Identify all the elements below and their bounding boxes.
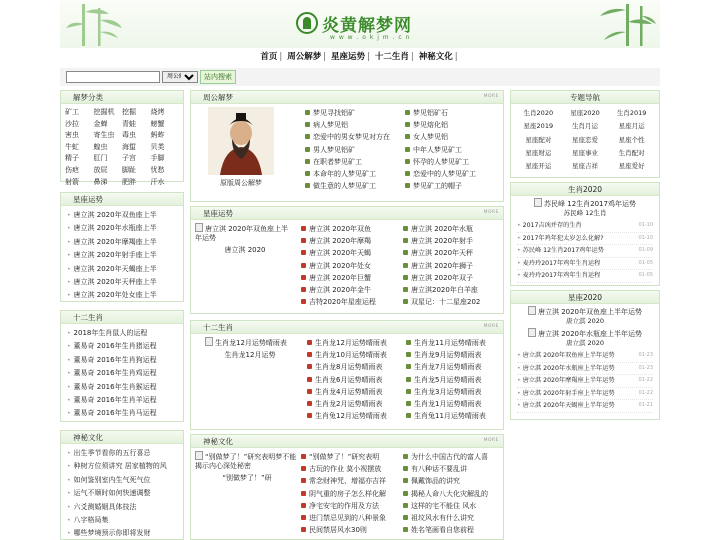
dream-category-link[interactable]: 挖掘 (122, 108, 136, 116)
right-zodiac2020-caption[interactable]: 苏民峰 12生肖 (563, 209, 607, 217)
list-item-title[interactable]: • 2017吉凶并存的生肖 (517, 220, 582, 232)
list-item-title[interactable]: • 麦玲玲2017年鸡年生肖运程 (517, 270, 600, 282)
dream-category-link[interactable]: 蝗虫 (93, 142, 108, 151)
list-item[interactable]: 女人梦见铝 (405, 131, 501, 143)
dream-category-link[interactable]: 挖掘机 (93, 108, 115, 116)
nav-mystic[interactable]: 神秘文化 (418, 52, 453, 62)
more-link[interactable]: MORE (483, 324, 499, 329)
dream-category-link[interactable]: 烧烤 (150, 108, 165, 116)
list-item-date: 01-10 (638, 222, 653, 228)
list-item[interactable]: 生肖龙11月运势晴雨表 (406, 337, 501, 349)
list-item[interactable]: 生肖龙9月运势晴雨表 (406, 349, 501, 361)
list-item[interactable]: 做生意的人梦见矿工 (305, 180, 401, 192)
dream-category-link[interactable]: 螃蟹 (150, 119, 165, 128)
list-item[interactable]: 姓名笔画看自您前程 (403, 524, 501, 536)
zhougong-portrait-icon (208, 107, 274, 175)
topic-link[interactable]: 生肖月运 (571, 122, 598, 131)
zhougong-header: 周公解梦 MORE (191, 91, 503, 104)
list-item-date: 01-09 (638, 247, 653, 253)
topics-box (510, 90, 660, 178)
list-item[interactable]: 生肖龙8月运势晴雨表 (307, 361, 402, 373)
list-item[interactable]: 梦见矿工的帽子 (405, 180, 501, 192)
list-item[interactable]: 梦见铝矿石 (405, 107, 501, 119)
dream-category-link[interactable]: 伤疤 (65, 165, 79, 174)
list-item[interactable]: 生肖龙12月运势晴雨表 (307, 337, 402, 349)
topic-link[interactable]: 生肖配对 (618, 148, 645, 157)
right-zodiac2020-image[interactable]: 苏民峰 12生肖2017鸡年运势 (515, 198, 655, 209)
list-item[interactable]: 古玩的作业 莫小视摆放 (301, 463, 399, 475)
list-item[interactable]: 梦见寻找铝矿 (305, 107, 401, 119)
list-item[interactable]: • 董易奇 2016年生肖猪运程 (67, 340, 177, 353)
nav-horoscope[interactable]: 星座运势 (331, 52, 366, 62)
dream-category-header: 解梦分类 (61, 91, 183, 104)
list-item[interactable]: • 唐立淇 2020年射手座上半 (67, 249, 177, 262)
list-item-title[interactable]: • 唐立淇 2020年天蝎座上半年运势 (517, 400, 615, 412)
list-item[interactable]: 男人梦见铝矿 (305, 144, 401, 156)
logo-domain: w w w . o k j m . c n (330, 34, 411, 41)
list-item[interactable]: • 运气不顺时如何快速调整 (67, 487, 177, 500)
dream-category-link[interactable]: 毒虫 (122, 131, 136, 140)
search-button[interactable]: 站内搜索 (200, 70, 236, 84)
nav-zhougong[interactable]: 周公解梦 (287, 52, 322, 62)
list-item[interactable] (517, 233, 653, 246)
list-item[interactable]: 净宅安宅的作用及方法 (301, 500, 399, 512)
dream-category-link[interactable]: 贝类 (150, 142, 165, 151)
list-item[interactable]: 生肖兔12月运势晴雨表 (307, 410, 402, 422)
topic-link[interactable]: 星座财运 (525, 148, 552, 157)
list-item[interactable]: • 出生季节看你的五行喜忌 (67, 447, 177, 460)
dream-category-link[interactable]: 寄生虫 (93, 131, 115, 140)
mid-mystic-thumb[interactable] (195, 451, 299, 483)
list-item[interactable]: 祖坟风水有什么讲究 (403, 512, 501, 524)
mid-zodiac-header: 十二生肖 MORE (191, 321, 503, 334)
list-item-title[interactable]: • 唐立淇 2020年水瓶座上半年运势 (517, 363, 615, 375)
topics-header: 专题导航 (511, 91, 659, 104)
search-input[interactable] (66, 71, 160, 83)
dream-category-box (60, 90, 184, 186)
dream-category-link[interactable]: 手脚 (150, 154, 165, 163)
mid-zodiac-list (307, 337, 501, 422)
list-item[interactable]: 唐立淇 2020年双鱼 (301, 223, 399, 235)
topic-link[interactable]: 生肖2019 (616, 109, 647, 117)
right-horoscope2020-image2[interactable]: 唐立淇 2020年水瓶座上半年运势 (515, 328, 655, 339)
left-horoscope-list (61, 206, 183, 306)
list-item[interactable]: 生肖龙3月运势晴雨表 (406, 386, 501, 398)
topic-link[interactable]: 生肖2020 (523, 109, 554, 117)
logo-mark-icon (296, 12, 318, 34)
list-item[interactable]: • 2018年生肖鼠人的运程 (67, 327, 177, 340)
mid-horoscope-header: 星座运势 MORE (191, 207, 503, 220)
topic-link[interactable]: 星座事业 (571, 148, 598, 157)
list-item[interactable]: 阴气重的房子怎么样化解 (301, 488, 399, 500)
dream-category-link[interactable]: 金蝉 (93, 119, 108, 128)
list-item[interactable]: 病人梦见铝 (305, 119, 401, 131)
list-item[interactable]: 唐立淇 2020年处女 (301, 260, 399, 272)
dream-category-link[interactable]: 子宫 (122, 154, 136, 163)
dream-category-link[interactable]: 脚趾 (122, 165, 136, 174)
list-item[interactable]: • 唐立淇 2020年摩羯座上半 (67, 236, 177, 249)
logo-text: 炎黄解梦网 (322, 15, 412, 36)
list-item-title[interactable]: • 唐立淇 2020年射手座上半年运势 (517, 388, 615, 400)
dream-category-link[interactable]: 海蜇 (122, 142, 136, 151)
topic-link[interactable]: 星座2019 (523, 122, 554, 131)
mid-mystic-image[interactable]: “别做梦了！”研究表明梦不能揭示内心深处秘密 (195, 451, 299, 471)
left-mystic-box (60, 430, 184, 540)
right-horoscope2020-list (511, 348, 659, 415)
right-horoscope2020-image1[interactable]: 唐立淇 2020年双鱼座上半年运势 (515, 306, 655, 317)
list-item[interactable]: 生肖龙4月运势晴雨表 (307, 386, 402, 398)
dream-category-link[interactable]: 放屁 (93, 165, 108, 174)
dream-category-link[interactable]: 蚂蚱 (150, 131, 165, 140)
topic-link[interactable]: 星座爱好 (618, 162, 645, 171)
zhougong-thumb[interactable] (201, 107, 281, 188)
left-zodiac-box (60, 310, 184, 422)
list-item-title[interactable]: • 苏民峰 12生肖2017鸡年运势 (517, 245, 604, 257)
list-item[interactable] (517, 220, 653, 233)
dream-category-link[interactable]: 精子 (65, 154, 79, 163)
zhougong-list (305, 107, 501, 192)
zhougong-box (190, 90, 504, 202)
list-item[interactable]: 生肖兔11月运势晴雨表 (406, 410, 501, 422)
dream-category-link[interactable]: 肥胖 (122, 177, 136, 186)
more-link[interactable]: MORE (483, 438, 499, 443)
left-zodiac-list (61, 324, 183, 424)
list-item[interactable]: 唐立淇 2020年狮子 (403, 260, 501, 272)
list-item[interactable]: 中年人梦见矿工 (405, 144, 501, 156)
list-item[interactable]: 生肖龙7月运势晴雨表 (406, 361, 501, 373)
list-item[interactable]: • 董易奇 2016年生肖羊运程 (67, 394, 177, 407)
topic-link[interactable]: 星座开运 (525, 162, 552, 171)
list-item-date: 01-10 (638, 234, 653, 241)
dream-category-link[interactable]: 鼻涕 (93, 177, 108, 186)
list-item[interactable]: 进门禁忌见到的八种景象 (301, 512, 399, 524)
list-item[interactable]: • 唐立淇 2020年天秤座上半 (67, 276, 177, 289)
site-header (60, 0, 660, 48)
list-item[interactable]: • 如何鉴别室内生气死气位 (67, 474, 177, 487)
list-item[interactable]: 双星记：十二星座202 (403, 296, 501, 308)
list-item[interactable]: 生肖龙2月运势晴雨表 (307, 398, 402, 410)
mid-zodiac-thumb[interactable] (205, 337, 295, 360)
list-item[interactable]: 生肖龙5月运势晴雨表 (406, 374, 501, 386)
list-item[interactable]: 在职者梦见矿工 (305, 156, 401, 168)
list-item[interactable]: 生肖龙1月运势晴雨表 (406, 398, 501, 410)
right-horoscope2020-header: 星座2020 (511, 291, 659, 304)
mid-mystic-caption[interactable]: “别做梦了！”研 (222, 474, 272, 482)
list-item[interactable]: 唐立淇 2020年射手 (403, 235, 501, 247)
list-item[interactable]: • 八字格局集 (67, 514, 177, 527)
mid-mystic-box (190, 434, 504, 540)
topic-link[interactable]: 星座2020 (570, 109, 600, 117)
topic-link[interactable]: 星座配对 (525, 135, 552, 144)
list-item[interactable] (517, 400, 653, 413)
mid-mystic-list (301, 451, 501, 536)
topic-link[interactable]: 星座恋爱 (571, 135, 598, 144)
list-item[interactable]: 唐立淇2020年白羊座 (403, 284, 501, 296)
list-item-date: 01-23 (638, 364, 653, 371)
list-item[interactable]: 梦见熔化铝 (405, 119, 501, 131)
dream-category-link[interactable]: 害虫 (65, 131, 79, 140)
list-item[interactable]: • 董易奇 2016年生肖马运程 (67, 407, 177, 420)
list-item[interactable]: 佩戴饰品的讲究 (403, 475, 501, 487)
list-item[interactable] (517, 363, 653, 376)
dream-category-link[interactable]: 沙拉 (65, 119, 79, 128)
list-item[interactable]: 常念财神咒、增福亦吉祥 (301, 475, 399, 487)
right-zodiac2020-list (511, 218, 659, 285)
list-item-title[interactable]: • 麦玲玲2017年鸡年生肖运程 (517, 258, 600, 270)
list-item-title[interactable]: • 唐立淇 2020年双鱼座上半年运势 (517, 350, 615, 362)
list-item[interactable]: • 唐立淇 2020年处女座上半 (67, 289, 177, 302)
right-zodiac2020-box (510, 182, 660, 286)
right-horoscope2020-caption1[interactable]: 唐立淇 2020 (565, 317, 605, 325)
search-category-select[interactable] (162, 71, 198, 83)
list-item-date: 01-05 (638, 272, 653, 278)
mid-mystic-header: 神秘文化 MORE (191, 435, 503, 448)
zhougong-image-caption[interactable]: 原版周公解梦 (220, 179, 262, 187)
right-zodiac2020-header: 生肖2020 (511, 183, 659, 196)
list-item[interactable]: 有八种话不要乱讲 (403, 463, 501, 475)
dream-category-link[interactable]: 射箭 (65, 177, 79, 186)
list-item[interactable]: 唐立淇 2020年双子 (403, 272, 501, 284)
list-item[interactable]: • 董易奇 2016年生肖鸡运程 (67, 367, 177, 380)
list-item[interactable] (517, 350, 653, 363)
list-item[interactable]: 揭秘人命八大化灾解乱的 (403, 488, 501, 500)
right-horoscope2020-thumb2[interactable] (511, 326, 659, 348)
list-item[interactable]: 本命年的人梦见矿工 (305, 168, 401, 180)
topic-link[interactable]: 星座个性 (618, 135, 645, 144)
dream-category-link[interactable]: 忧愁 (150, 165, 165, 174)
list-item[interactable]: 吉特2020年星座运程 (301, 296, 399, 308)
left-horoscope-box (60, 192, 184, 302)
right-horoscope2020-box (510, 290, 660, 420)
dream-category-grid (61, 104, 183, 190)
nav-zodiac[interactable]: 十二生肖 (374, 52, 409, 62)
dream-category-link[interactable]: 牛虻 (65, 142, 79, 151)
mid-zodiac-caption[interactable]: 生肖龙12月运势 (224, 351, 276, 359)
right-horoscope2020-caption2[interactable]: 唐立淇 2020 (565, 339, 605, 347)
list-item[interactable]: 为什么中国古代的富人喜 (403, 451, 501, 463)
list-item[interactable]: 恋爱中的人梦见矿工 (405, 168, 501, 180)
list-item-date: 01-21 (638, 402, 653, 408)
right-horoscope2020-thumb1[interactable] (511, 304, 659, 326)
list-item-date: 01-05 (638, 259, 653, 266)
list-item[interactable]: 唐立淇 2020年天秤 (403, 247, 501, 259)
list-item[interactable]: 恋爱中的男女梦见对方在 (305, 131, 401, 143)
list-item[interactable]: “别做梦了！”研究表明 (301, 451, 399, 463)
list-item[interactable]: • 唐立淇 2020年水瓶座上半 (67, 222, 177, 235)
dream-category-link[interactable]: 肛门 (93, 154, 108, 163)
left-horoscope-header: 星座运势 (61, 193, 183, 206)
mid-zodiac-image[interactable]: 生肖龙12月运势晴雨表 (205, 337, 295, 348)
right-zodiac2020-thumb[interactable] (511, 196, 659, 218)
list-item-date: 01-22 (638, 389, 653, 396)
list-item[interactable]: 生肖龙6月运势晴雨表 (307, 374, 402, 386)
mid-zodiac-box (190, 320, 504, 430)
list-item[interactable]: 生肖龙10月运势晴雨表 (307, 349, 402, 361)
list-item[interactable]: 唐立淇 2020年巨蟹 (301, 272, 399, 284)
list-item[interactable] (517, 270, 653, 283)
topic-link[interactable]: 星座吉祥 (571, 162, 598, 171)
mid-horoscope-box (190, 206, 504, 314)
list-item[interactable]: 民间禁居风水30则 (301, 524, 399, 536)
left-zodiac-header: 十二生肖 (61, 311, 183, 324)
topic-link[interactable]: 星座月运 (618, 122, 645, 131)
list-item-date: 01-22 (638, 377, 653, 383)
list-item[interactable]: 这样的宅不能住 风水 (403, 500, 501, 512)
list-item[interactable]: • 种树方位须讲究 居家植物的风 (67, 460, 177, 473)
list-item-date: 01-23 (638, 352, 653, 358)
list-item[interactable]: 唐立淇 2020年水瓶 (403, 223, 501, 235)
list-item[interactable] (517, 245, 653, 258)
mid-horoscope-caption[interactable]: 唐立淇 2020 (224, 246, 266, 254)
list-item[interactable] (517, 375, 653, 388)
list-item[interactable] (517, 258, 653, 271)
list-item-title[interactable]: • 2017年鸡年犯太岁怎么化解? (517, 233, 604, 245)
dream-category-link[interactable]: 矿工 (65, 108, 79, 116)
left-mystic-header: 神秘文化 (61, 431, 183, 444)
bamboo-left-decoration (64, 2, 144, 46)
mid-horoscope-thumb[interactable] (195, 223, 295, 255)
list-item[interactable]: • 哪些梦境预示你即将发财 (67, 527, 177, 540)
list-item[interactable]: • 六爻测婚姻具体技法 (67, 501, 177, 514)
list-item[interactable]: 唐立淇 2020年摩羯 (301, 235, 399, 247)
bamboo-right-decoration (576, 2, 656, 46)
list-item[interactable]: • 唐立淇 2020年双鱼座上半 (67, 209, 177, 222)
list-item[interactable]: 怀孕的人梦见矿工 (405, 156, 501, 168)
left-mystic-list (61, 444, 183, 540)
topics-grid (511, 104, 659, 176)
list-item[interactable]: • 董易奇 2016年生肖狗运程 (67, 354, 177, 367)
list-item-title[interactable]: • 唐立淇 2020年摩羯座上半年运势 (517, 375, 615, 387)
list-item[interactable]: 唐立淇 2020年天蝎 (301, 247, 399, 259)
nav-home[interactable]: 首页 (260, 52, 278, 62)
dream-category-link[interactable]: 汗水 (150, 177, 165, 186)
more-link[interactable]: MORE (483, 94, 499, 99)
search-bar (60, 68, 660, 86)
main-nav: 首页 | 周公解梦 | 星座运势 | 十二生肖 | 神秘文化 | (260, 52, 458, 62)
mid-horoscope-image[interactable]: 唐立淇 2020年双鱼座上半年运势 (195, 223, 295, 243)
more-link[interactable]: MORE (483, 210, 499, 215)
list-item[interactable]: • 董易奇 2016年生肖猴运程 (67, 381, 177, 394)
dream-category-link[interactable]: 青蛙 (122, 119, 136, 128)
list-item[interactable]: • 唐立淇 2020年天蝎座上半 (67, 263, 177, 276)
list-item[interactable] (517, 388, 653, 401)
mid-horoscope-list (301, 223, 501, 308)
list-item[interactable]: 唐立淇 2020年金牛 (301, 284, 399, 296)
